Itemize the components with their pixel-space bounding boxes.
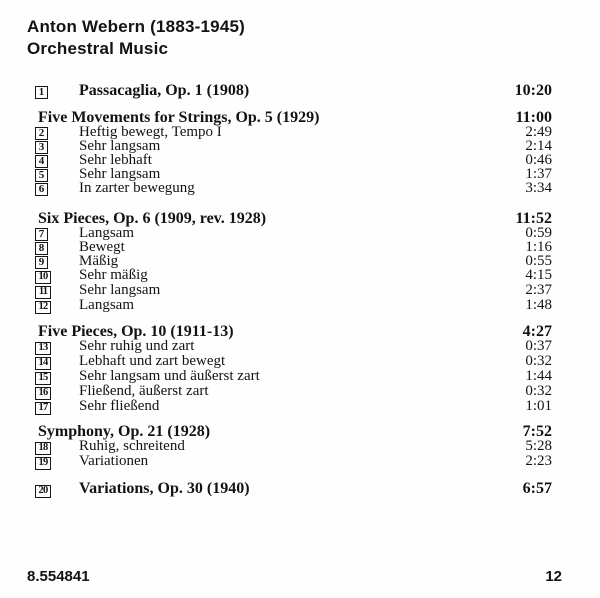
movement-title: Lebhaft und zart bewegt	[79, 353, 226, 369]
catalog-number: 8.554841	[27, 568, 90, 585]
booklet-footer	[27, 568, 562, 585]
track-number-cell	[35, 182, 79, 196]
track-number-badge: 12	[35, 301, 51, 314]
work-duration: 10:20	[514, 82, 552, 99]
movement-title: Langsam	[79, 297, 134, 313]
work-title: Five Pieces, Op. 10 (1911-13)	[38, 323, 234, 340]
track-number-cell	[35, 241, 79, 255]
movement-title: Sehr mäßig	[79, 267, 148, 283]
track-number-cell	[35, 370, 79, 385]
track-number-cell	[35, 126, 79, 140]
track-number-cell	[35, 269, 79, 284]
track-number-badge: 4	[35, 155, 48, 168]
track-number-cell	[35, 480, 79, 498]
movement-duration: 0:46	[525, 152, 552, 168]
movement-duration: 0:55	[525, 253, 552, 269]
tracklist-section	[35, 323, 552, 415]
movement-title: In zarter bewegung	[79, 180, 195, 196]
movement-duration: 1:44	[525, 368, 552, 384]
movement-title: Sehr langsam	[79, 282, 161, 298]
track-number-cell	[35, 440, 79, 455]
movement-duration: 2:37	[525, 282, 552, 298]
track-number-badge: 17	[35, 402, 51, 415]
track-number-cell	[35, 400, 79, 415]
work-title: Five Movements for Strings, Op. 5 (1929)	[38, 109, 320, 126]
track-number-badge: 1	[35, 86, 48, 99]
track-number-cell	[35, 455, 79, 470]
movement-title: Ruhig, schreitend	[79, 438, 185, 454]
track-row	[35, 182, 552, 196]
movement-duration: 1:16	[525, 239, 552, 255]
movement-title: Langsam	[79, 225, 134, 241]
movement-title: Sehr lebhaft	[79, 152, 152, 168]
track-row	[35, 400, 552, 415]
movement-title: Sehr langsam	[79, 138, 161, 154]
track-number-cell	[35, 284, 79, 299]
track-number-badge: 3	[35, 141, 48, 154]
track-number-badge: 11	[35, 286, 51, 299]
work-duration: 11:00	[515, 109, 552, 126]
track-number-badge: 20	[35, 485, 51, 498]
track-number-badge: 14	[35, 357, 51, 370]
track-number-badge: 13	[35, 342, 51, 355]
movement-duration: 0:59	[525, 225, 552, 241]
movement-title: Sehr ruhig und zart	[79, 338, 195, 354]
track-number-cell	[35, 168, 79, 182]
work-title: Six Pieces, Op. 6 (1909, rev. 1928)	[38, 210, 267, 227]
tracklist-section	[35, 210, 552, 314]
track-number-badge: 6	[35, 183, 48, 196]
work-duration: 6:57	[522, 480, 552, 497]
tracklist-section	[35, 82, 552, 99]
movement-title: Variationen	[79, 453, 149, 469]
movement-duration: 2:14	[525, 138, 552, 154]
work-title: Passacaglia, Op. 1 (1908)	[79, 82, 250, 99]
movement-duration: 0:37	[525, 338, 552, 354]
tracklist-section	[35, 109, 552, 196]
movement-duration: 4:15	[525, 267, 552, 283]
track-number-badge: 18	[35, 442, 51, 455]
work-duration: 7:52	[522, 423, 552, 440]
tracklist-section	[35, 423, 552, 470]
page-number: 12	[545, 568, 562, 585]
movement-duration: 2:49	[525, 124, 552, 140]
work-row	[35, 82, 552, 99]
track-number-badge: 15	[35, 372, 51, 385]
composer-title: Anton Webern (1883-1945)	[27, 17, 245, 36]
track-number-cell	[35, 355, 79, 370]
movement-duration: 3:34	[525, 180, 552, 196]
movement-title: Fließend, äußerst zart	[79, 383, 209, 399]
track-number-badge: 7	[35, 228, 48, 241]
track-number-badge: 2	[35, 127, 48, 140]
track-number-badge: 19	[35, 457, 51, 470]
track-number-cell	[35, 82, 79, 99]
work-title: Variations, Op. 30 (1940)	[79, 480, 250, 497]
movement-duration: 5:28	[525, 438, 552, 454]
track-number-cell	[35, 154, 79, 168]
movement-duration: 1:01	[525, 398, 552, 414]
track-number-cell	[35, 140, 79, 154]
track-number-badge: 10	[35, 271, 51, 284]
track-number-cell	[35, 227, 79, 241]
movement-title: Sehr langsam	[79, 166, 161, 182]
track-number-badge: 9	[35, 256, 48, 269]
booklet-header	[27, 16, 245, 60]
movement-duration: 2:23	[525, 453, 552, 469]
movement-duration: 1:37	[525, 166, 552, 182]
track-number-badge: 8	[35, 242, 48, 255]
track-number-cell	[35, 255, 79, 269]
track-number-cell	[35, 340, 79, 355]
work-duration: 11:52	[515, 210, 552, 227]
tracklist-section	[35, 480, 552, 498]
movement-title: Sehr langsam und äußerst zart	[79, 368, 260, 384]
movement-title: Mäßig	[79, 253, 119, 269]
movement-title: Heftig bewegt, Tempo I	[79, 124, 222, 140]
album-title: Orchestral Music	[27, 39, 169, 58]
track-row	[35, 455, 552, 470]
tracklist	[35, 82, 552, 498]
movement-duration: 0:32	[525, 383, 552, 399]
movement-title: Sehr fließend	[79, 398, 160, 414]
work-row	[35, 480, 552, 498]
work-duration: 4:27	[522, 323, 552, 340]
track-number-badge: 16	[35, 387, 51, 400]
movement-title: Bewegt	[79, 239, 125, 255]
track-number-cell	[35, 385, 79, 400]
movement-duration: 0:32	[525, 353, 552, 369]
track-row	[35, 299, 552, 314]
track-number-badge: 5	[35, 169, 48, 182]
track-number-cell	[35, 299, 79, 314]
work-title: Symphony, Op. 21 (1928)	[38, 423, 211, 440]
movement-duration: 1:48	[525, 297, 552, 313]
